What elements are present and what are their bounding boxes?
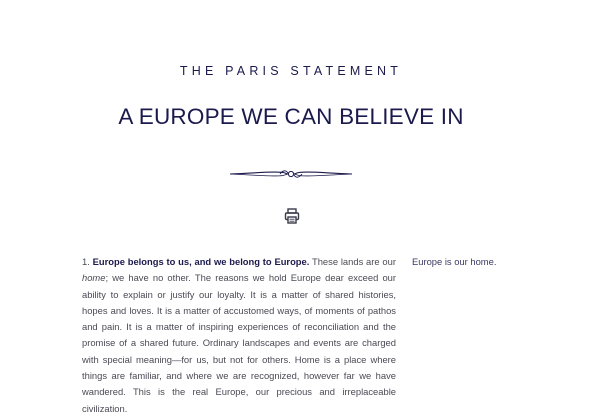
paragraph-text-continued: ; we have no other. The reasons we hold Europe dear exceed our ability to explain or justify our loyalty. It is a matter of shared histories, hopes and loves. It is a matter of accustomed ways, of moments of pathos and pain. It is a matter of inspiring experiences of reconciliation and the promise of a shared future. Ordinary landscapes and events are charged with special meaning—for us, but not for others. Home is a place where things are familiar, and where we are recognized, however far we have wandered. This is the real Europe, our precious and irreplaceable civilization.: [82, 272, 396, 414]
page-title: A EUROPE WE CAN BELIEVE IN: [118, 104, 464, 129]
ornament-divider: [228, 166, 354, 182]
print-button[interactable]: [283, 207, 301, 225]
paragraph-emphasis: home: [82, 272, 106, 284]
sidenote: Europe is our home.: [412, 256, 497, 267]
paragraph-lead: Europe belongs to us, and we belong to Europe.: [92, 256, 310, 267]
page-kicker: THE PARIS STATEMENT: [179, 64, 403, 78]
printer-icon: [283, 207, 301, 225]
paragraph-text: These lands are our: [309, 256, 396, 267]
article-paragraph: [82, 254, 396, 417]
paragraph-number: 1.: [82, 256, 93, 267]
